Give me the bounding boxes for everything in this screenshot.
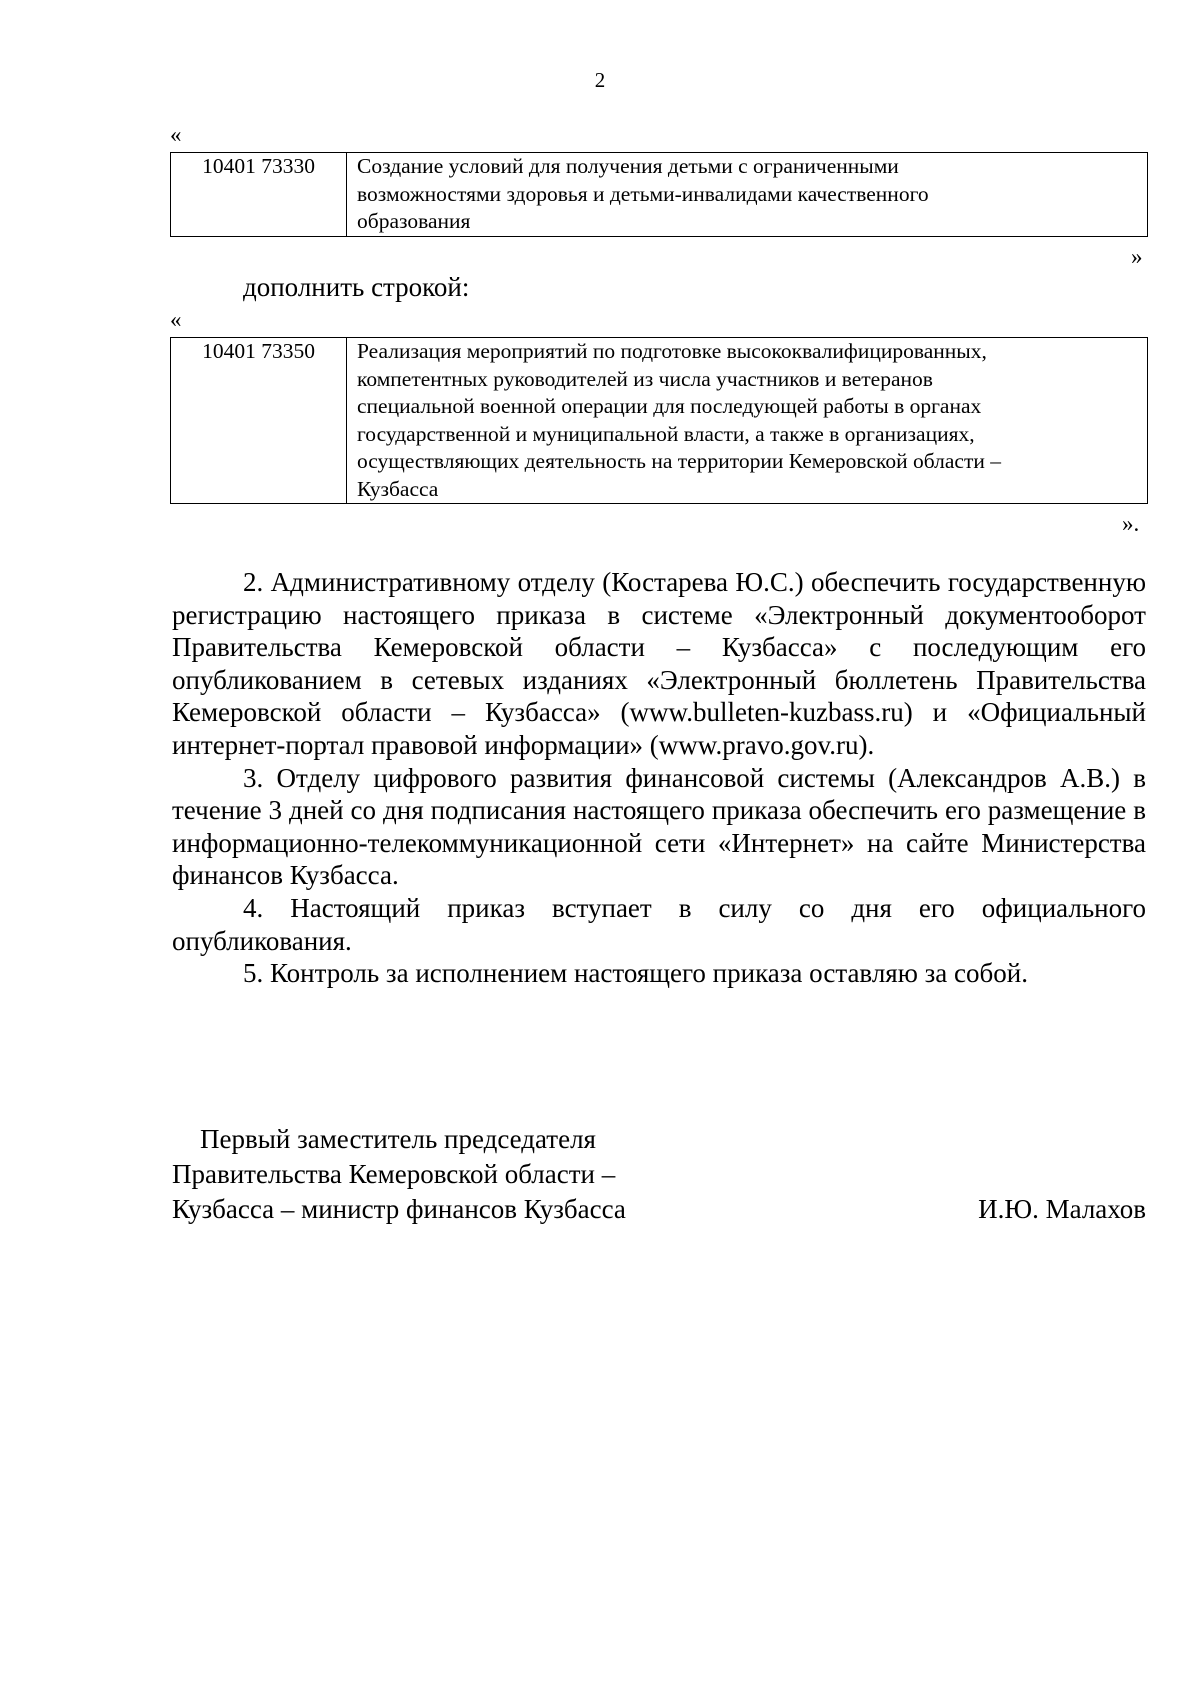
signatory-title <box>172 1122 626 1227</box>
description-line: специальной военной операции для последующей работы в органах <box>357 394 982 418</box>
code-table-1 <box>170 152 1148 237</box>
order-body <box>172 566 1146 990</box>
open-quote-2: « <box>170 307 182 332</box>
table-row <box>171 153 1148 237</box>
page-number: 2 <box>594 68 606 92</box>
table-row <box>171 338 1148 504</box>
description-line: компетентных руководителей из числа участников и ветеранов <box>357 366 933 391</box>
signatory-title-line: Кузбасса – министр финансов Кузбасса <box>172 1194 626 1224</box>
description-line: Реализация мероприятий по подготовке высококвалифицированных, <box>357 339 987 363</box>
description-line: образования <box>357 209 471 233</box>
description-line: осуществляющих деятельность на территории Кемеровской области – <box>357 449 1001 473</box>
open-quote-1: « <box>170 122 182 147</box>
signatory-title-line: Первый заместитель председателя <box>200 1124 596 1154</box>
paragraph-2: 2. Административному отделу (Костарева Ю.С.) обеспечить государственную регистрацию настоящего приказа в системе «Электронный документооборот Правительства Кемеровской области – Кузбасса» с последующим его опубликованием в сетевых изданиях «Электронный бюллетень Правительства Кемеровской области – Кузбасса» (www.bulleten-kuzbass.ru) и «Официальный интернет-портал правовой информации» (www.pravo.gov.ru). <box>172 567 1146 760</box>
budget-code-cell: 10401 73350 <box>171 338 347 504</box>
description-line: Кузбасса <box>357 476 439 501</box>
paragraph-4: 4. Настоящий приказ вступает в силу со дня его официального опубликования. <box>172 892 1146 956</box>
description-line: возможностями здоровья и детьми-инвалидами качественного <box>357 181 929 206</box>
budget-description-cell <box>347 338 1148 504</box>
add-line-instruction: дополнить строкой: <box>243 272 470 302</box>
description-line: Создание условий для получения детьми с ограниченными <box>357 154 899 178</box>
budget-description-cell <box>347 153 1148 237</box>
code-table-2 <box>170 337 1148 504</box>
description-line: государственной и муниципальной власти, а также в организациях, <box>357 421 975 446</box>
signatory-title-line: Правительства Кемеровской области – <box>172 1159 616 1189</box>
paragraph-3: 3. Отделу цифрового развития финансовой системы (Александров А.В.) в течение 3 дней со дня подписания настоящего приказа обеспечить его размещение в информационно-телекоммуникационной сети «Интернет» на сайте Министерства финансов Кузбасса. <box>172 762 1146 891</box>
close-quote-1: » <box>1131 244 1143 269</box>
signatory-name: И.Ю. Малахов <box>978 1194 1146 1224</box>
paragraph-5: 5. Контроль за исполнением настоящего приказа оставляю за собой. <box>243 958 1028 989</box>
budget-code-cell: 10401 73330 <box>171 153 347 237</box>
close-quote-2: ». <box>1122 511 1140 536</box>
